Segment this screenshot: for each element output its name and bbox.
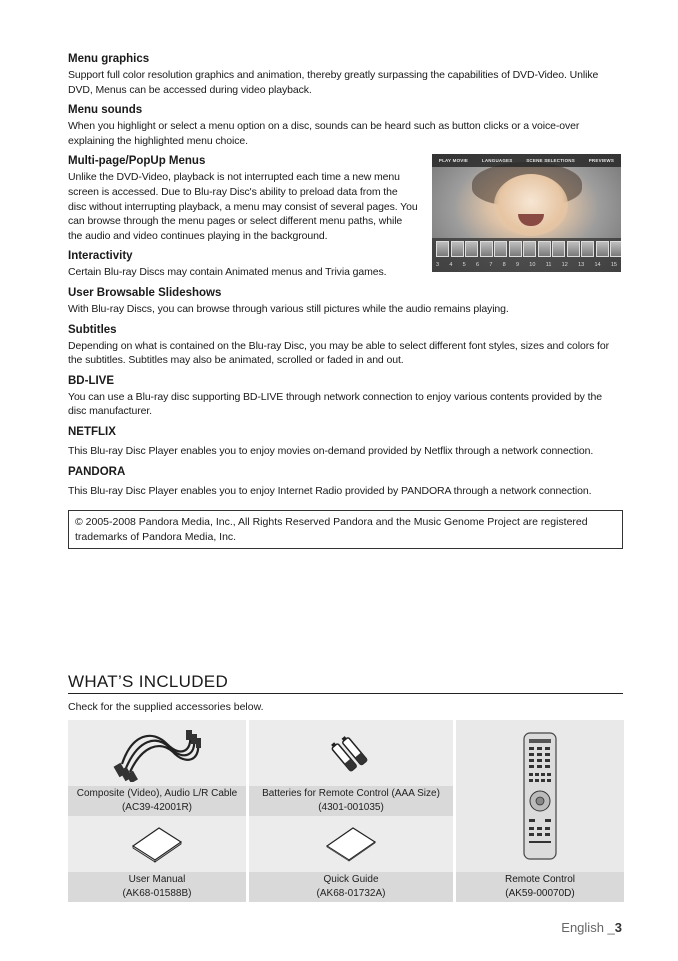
menu-item-previews: PREVIEWS [588,158,615,164]
menu-item-languages: LANGUAGES [481,158,513,164]
section-text: Support full color resolution graphics and animation, thereby greatly surpassing the capabilities of DVD-Video. Unlike DVD, Menus can be accessed during video playback. [68,69,599,96]
scene-number: 8 [502,262,506,269]
section-heading: BD-LIVE [68,374,114,387]
section-popup-menus [68,154,418,243]
scene-number: 12 [561,262,568,269]
section-heading: Interactivity [68,250,133,263]
feature-list [68,52,623,549]
page-number: 3 [614,920,622,935]
scene-thumbnail [465,241,478,257]
scene-thumbnail [581,241,594,257]
section-heading: Multi-page/PopUp Menus [68,155,206,168]
accessory-name: Composite (Video), Audio L/R Cable [76,788,238,799]
footer-language: English _ [561,920,615,935]
divider [247,720,248,902]
accessory-name: User Manual [128,874,186,885]
page-footer [561,920,622,935]
accessory-name: Remote Control [504,874,576,885]
section-netflix [68,425,623,459]
scene-number: 4 [449,262,453,269]
section-text: Unlike the DVD-Video, playback is not interrupted each time a new menu screen is accessed. Due to Blu-ray Disc's ability to preload data from the disc without interrupting playback, a menu may consist of several pages. You can browse through the menu pages or select different menu paths, while the audio and video continues playing in the background. [68,171,418,242]
scene-thumbnails [436,241,621,257]
scene-number: 5 [462,262,466,269]
section-text: This Blu-ray Disc Player enables you to enjoy Internet Radio provided by PANDORA through a network connection. [68,484,592,497]
divider [454,720,455,902]
section-pandora [68,465,623,499]
section-heading: Subtitles [68,323,117,336]
accessories-grid [68,720,623,902]
child-face [494,174,568,236]
accessory-cable [68,720,246,816]
accessory-name: Batteries for Remote Control (AAA Size) [262,788,440,799]
section-text: Certain Blu-ray Discs may contain Animated menus and Trivia games. [68,266,387,279]
accessory-user-manual [68,816,246,902]
scene-number: 14 [594,262,601,269]
accessory-name: Quick Guide [323,874,379,885]
section-heading: NETFLIX [68,425,116,438]
scene-number: 15 [610,262,617,269]
popup-block [68,154,623,286]
section-text: You can use a Blu-ray disc supporting BD-LIVE through network connection to enjoy various contents provided by the disc manufacturer. [68,390,602,418]
scene-thumbnail [436,241,449,257]
section-interactivity [68,249,418,280]
scene-thumbnail [567,241,580,257]
accessory-caption [456,872,624,902]
accessory-caption [68,786,246,816]
scene-number: 3 [436,262,440,269]
accessory-code: (4301-001035) [318,802,384,813]
manual-icon [68,816,246,872]
scene-strip [432,238,621,272]
section-bd-live [68,374,623,419]
menu-item-play-movie: PLAY MOVIE [438,158,469,164]
section-subtitles [68,323,623,368]
accessory-caption [249,872,453,902]
scene-thumbnail [480,241,493,257]
section-slideshows [68,286,623,317]
accessory-remote [456,720,624,902]
accessory-caption [249,786,453,816]
accessory-quick-guide [249,816,453,902]
section-heading: Menu graphics [68,53,150,65]
menu-item-scene-selections: SCENE SELECTIONS [526,158,575,164]
section-heading: PANDORA [68,465,126,478]
scene-thumbnail [523,241,536,257]
section-text: When you highlight or select a menu option on a disc, sounds can be heard such as button clicks or a voice-over explaining the highlighted menu choice. [68,120,580,147]
remote-icon [456,720,624,872]
section-title: WHAT’S INCLUDED [68,672,623,694]
scene-number: 7 [489,262,493,269]
section-text: With Blu-ray Discs, you can browse through various still pictures while the audio remains playing. [68,302,509,315]
scene-number: 11 [545,262,552,269]
popup-menu-screenshot [432,154,621,272]
accessory-batteries [249,720,453,816]
accessory-caption [68,872,246,902]
section-text: Depending on what is contained on the Blu-ray Disc, you may be able to select different font styles, sizes and colors for the subtitles. Subtitles may also be animated, scrolled or faded in and out. [68,339,610,367]
accessory-code: (AK59-00070D) [505,888,575,899]
scene-thumbnail [596,241,609,257]
accessory-code: (AK68-01732A) [316,888,386,899]
scene-thumbnail [509,241,522,257]
section-heading: User Browsable Slideshows [68,286,222,299]
whats-included-section [68,672,623,902]
batteries-icon [249,720,453,786]
scene-thumbnail [552,241,565,257]
accessory-code: (AK68-01588B) [122,888,192,899]
scene-number: 10 [529,262,536,269]
scene-number: 13 [578,262,585,269]
cable-icon [68,720,246,786]
screenshot-menu-bar [432,154,621,167]
pandora-notice: © 2005-2008 Pandora Media, Inc., All Rights Reserved Pandora and the Music Genome Project are registered trademarks of Pandora Media, Inc. [68,510,623,549]
section-heading: Menu sounds [68,104,143,117]
accessory-code: (AC39-42001R) [121,802,193,813]
guide-icon [249,816,453,872]
scene-thumbnail [538,241,551,257]
scene-thumbnail [451,241,464,257]
scene-number: 6 [475,262,480,269]
scene-thumbnail [610,241,621,257]
scene-number: 9 [515,262,520,269]
scene-numbers [436,262,617,268]
section-intro: Check for the supplied accessories below. [68,701,264,713]
scene-thumbnail [494,241,507,257]
section-menu-sounds [68,103,623,148]
popup-text-column [68,154,418,286]
section-menu-graphics [68,52,623,97]
section-text: This Blu-ray Disc Player enables you to enjoy movies on-demand provided by Netflix through a network connection. [68,444,594,457]
